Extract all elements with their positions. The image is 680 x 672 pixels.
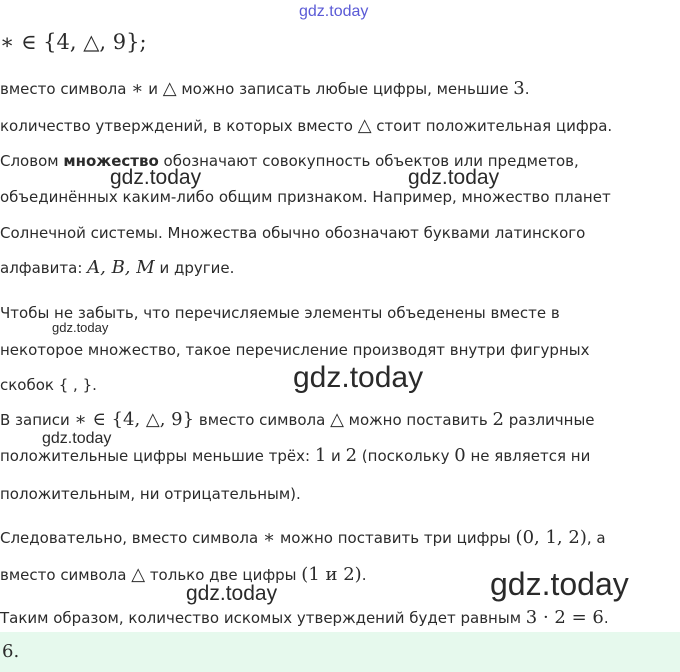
- text: скобок { , }.: [0, 376, 97, 394]
- text: .: [524, 80, 530, 98]
- text: только две цифры: [145, 566, 302, 584]
- text: .: [361, 566, 367, 584]
- text: вместо символа: [0, 80, 132, 98]
- text-line: [0, 608, 609, 628]
- math-symbol: △: [162, 78, 177, 99]
- math-symbol: △: [131, 564, 146, 585]
- text: вместо символа: [0, 566, 132, 584]
- text: некоторое множество, такое перечисление производят внутри фигурных: [0, 341, 590, 359]
- text-line: [0, 340, 589, 360]
- math-expression: (0, 1, 2): [515, 527, 587, 548]
- text-line: [0, 303, 560, 323]
- math-expression: (1 и 2): [301, 564, 362, 585]
- math-number: 3: [513, 78, 525, 99]
- text-line: [0, 223, 585, 243]
- math-expression: 3 · 2 = 6: [525, 607, 604, 628]
- text: объединённых каким-либо общим признаком. Например, множество планет: [0, 188, 611, 206]
- text: обозначают совокупность объектов или предметов,: [158, 152, 579, 170]
- watermark: gdz.today: [186, 582, 278, 605]
- text-line: [0, 375, 97, 395]
- text: Таким образом, количество искомых утверждений будет равным: [0, 609, 526, 627]
- text: , а: [586, 529, 606, 547]
- text: можно записать любые цифры, меньшие: [176, 80, 514, 98]
- math-number: 0: [454, 445, 466, 466]
- text-line: [0, 484, 301, 504]
- text: различные: [503, 411, 595, 429]
- text-line: [0, 79, 530, 99]
- watermark: gdz.today: [52, 320, 109, 335]
- answer-bar: [0, 632, 680, 672]
- text-line: [0, 410, 595, 430]
- text-line: [0, 446, 590, 466]
- text: вместо символа: [194, 411, 331, 429]
- watermark: gdz.today: [408, 166, 500, 189]
- text-line: [0, 565, 366, 585]
- text: Солнечной системы. Множества обычно обозначают буквами латинского: [0, 224, 586, 242]
- term-bold: множество: [63, 152, 159, 170]
- set-expression: ∗ ∈ {4, △, 9};: [0, 30, 147, 54]
- math-number: 2: [345, 445, 358, 466]
- text: В записи: [0, 411, 75, 429]
- math-symbol: △: [357, 115, 372, 136]
- text: не является ни: [465, 447, 591, 465]
- math-letters: A, B, M: [87, 257, 155, 278]
- math-number: 1: [314, 445, 327, 466]
- text: Чтобы не забыть, что перечисляемые элементы объеденены вместе в: [0, 304, 560, 322]
- text: Словом: [0, 152, 64, 170]
- text-line: [0, 528, 606, 548]
- watermark: gdz.today: [299, 3, 369, 20]
- text: стоит положительная цифра.: [371, 117, 613, 135]
- math-symbol: △: [330, 409, 344, 430]
- watermark: gdz.today: [42, 430, 112, 447]
- set-expression: ∗ ∈ {4, △, 9}: [74, 409, 195, 430]
- text: можно поставить три цифры: [275, 529, 516, 547]
- set-statement: [0, 32, 147, 54]
- math-symbol: ∗: [262, 527, 276, 548]
- text: положительные цифры меньшие трёх:: [0, 447, 315, 465]
- text: Следовательно, вместо символа: [0, 529, 263, 547]
- text: (поскольку: [357, 447, 455, 465]
- text-line: [0, 116, 612, 136]
- math-number: 2: [492, 409, 504, 430]
- text: и другие.: [154, 259, 235, 277]
- watermark: gdz.today: [110, 166, 202, 189]
- text-line: [0, 187, 611, 207]
- text: .: [603, 609, 609, 627]
- watermark: gdz.today: [490, 566, 629, 602]
- text: количество утверждений, в которых вместо: [0, 117, 358, 135]
- text: алфавита:: [0, 259, 88, 277]
- text: и: [326, 447, 346, 465]
- text-line: [0, 151, 579, 171]
- text-line: [0, 258, 234, 278]
- watermark: gdz.today: [293, 361, 424, 394]
- math-symbol: ∗: [131, 78, 144, 99]
- text: можно поставить: [343, 411, 493, 429]
- answer-value: 6.: [2, 641, 20, 662]
- text: и: [143, 80, 163, 98]
- text: положительным, ни отрицательным).: [0, 485, 301, 503]
